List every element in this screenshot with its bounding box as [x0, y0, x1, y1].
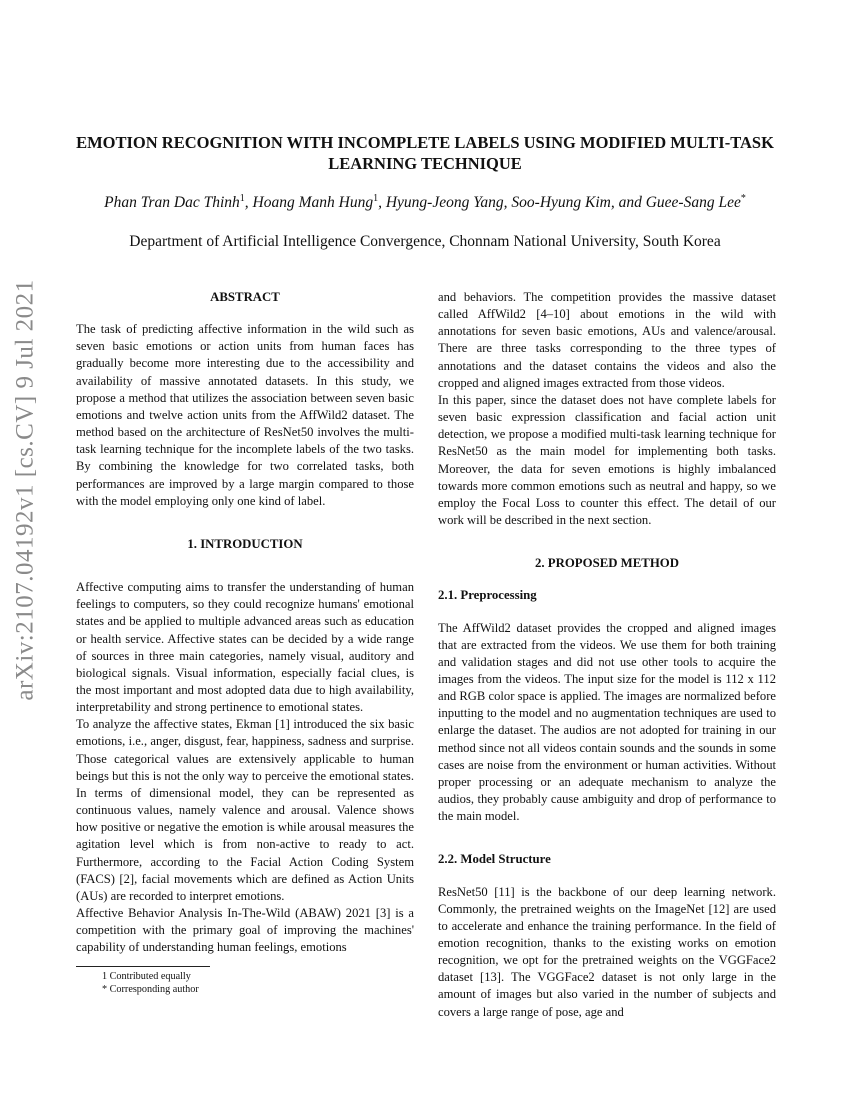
intro-paragraph: Affective Behavior Analysis In-The-Wild (ABAW) 2021 [3] is a competition with the primary goal of improving the machines' capability of understanding human feelings, emotions [76, 906, 414, 955]
author-name: Guee-Sang Lee [645, 194, 741, 212]
intro-paragraph: To analyze the affective states, Ekman [1] introduced the six basic emotions, i.e., anger, disgust, fear, happiness, sadness and surprise. Those categorical values are extensively applicable to human beings but this is not the only way to perceive the emotional states. In terms of dimensional model, they can be represented as continuous values, namely valence and arousal. Valence shows how positive or negative the emotion is while arousal measures the agitation level which is from non-active to ready to act. Furthermore, according to the Facial Action Coding System (FACS) [2], facial movements which are defined as Action Units (AUs) are recorded to interpret emotions. [76, 717, 414, 903]
left-column [76, 289, 414, 996]
author-name: Hoang Manh Hung [252, 194, 374, 212]
author-mark: 1 [373, 193, 379, 204]
intro-paragraph: In this paper, since the dataset does not have complete labels for seven basic expression classification and facial action unit detection, we propose a modified multi-task learning technique for ResNet50 as the main model for implementing both tasks. Moreover, the data for seven emotions is highly imbalanced towards more common emotions such as neutral and happy, so we employ the Focal Loss to counter this effect. The detail of our work will be described in the next section. [438, 392, 776, 528]
footnote: * Corresponding author [102, 984, 199, 996]
intro-paragraph: Affective computing aims to transfer the understanding of human feelings to computers, so they could recognize humans' emotional states and be applied to multiple advanced areas such as education or health service. Affective states can be decided by a wide range of sources in three main categories, namely visual, auditory and biological signals. Visual information, especially facial clues, is the most important and most adopted data due to high availability, interpretability and strong pertinence to emotional states. [76, 580, 414, 715]
preprocessing-heading: 2.1. Preprocessing [438, 588, 537, 603]
footnote-rule [76, 966, 210, 967]
model-structure-heading: 2.2. Model Structure [438, 852, 551, 867]
author-separator: , [503, 194, 512, 212]
arxiv-id-text: arXiv:2107.04192v1 [cs.CV] 9 Jul 2021 [12, 279, 39, 701]
intro-paragraph: and behaviors. The competition provides the massive dataset called AffWild2 [4–10] about emotions in the wild with annotations for seven basic emotions, AUs and valence/arousal. There are three tasks corresponding to the three types of annotations and the dataset contains the videos and also the cropped and aligned images extracted from those videos. [438, 290, 776, 390]
author-name: Phan Tran Dac Thinh [104, 194, 240, 212]
author-name: Soo-Hyung Kim [511, 194, 611, 212]
author-list [60, 193, 790, 212]
proposed-method-heading: 2. PROPOSED METHOD [535, 556, 679, 571]
author-mark: * [740, 193, 746, 204]
abstract-heading: ABSTRACT [210, 290, 280, 304]
author-separator: , [244, 194, 253, 212]
author-name: Hyung-Jeong Yang [385, 194, 504, 212]
preprocessing-text: The AffWild2 dataset provides the cropped and aligned images that are extracted from the videos. We use them for both training and validation stages and did not use other tools to acquire the images from the videos. The input size for the model is 112 x 112 and RGB color space is applied. The images are normalized before inputting to the model and no augmentation techniques are used to enlarge the dataset. The audios are not adopted for training in our method since not all videos contain sounds and the sounds in some cases are noise from the environment or human activities. Without proper processing or an adequate mechanism to analyze the audios, they probably cause ambiguity and drop of performance to the main model. [438, 620, 776, 824]
paper-title: EMOTION RECOGNITION WITH INCOMPLETE LABELS USING MODIFIED MULTI-TASK LEARNING TECHNIQUE [76, 133, 774, 173]
arxiv-side-identifier [6, 279, 46, 701]
right-column [438, 289, 776, 1021]
abstract-text: The task of predicting affective information in the wild such as seven basic emotions or action units from human faces has gradually become more interesting due to the accessibility and availability of massive annotated datasets. In this study, we propose a method that utilizes the association between seven basic emotions and twelve action units from the AffWild2 dataset. The method based on the architecture of ResNet50 involves the multi-task learning technique for the incomplete labels of the two tasks. By combining the knowledge for two correlated tasks, both performances are improved by a large margin compared to those with the model employing only one kind of label. [76, 322, 414, 508]
affiliation: Department of Artificial Intelligence Convergence, Chonnam National University, South Korea [129, 233, 721, 250]
model-structure-text: ResNet50 [11] is the backbone of our deep learning network. Commonly, the pretrained weights on the ImageNet [12] are used to accelerate and enhance the training performance. In the field of emotion recognition, thanks to the existing works on emotion recognition, we opt for the pretrained weights on the VGGFace2 dataset [13]. The VGGFace2 dataset is not only large in the amount of images but also varied in the number of subjects and covers a large range of pose, age and [438, 884, 776, 1019]
author-separator: , [378, 194, 386, 212]
footnote: 1 Contributed equally [102, 971, 191, 983]
author-separator: , and [610, 194, 646, 212]
introduction-heading: 1. INTRODUCTION [187, 536, 303, 551]
author-mark: 1 [239, 193, 245, 204]
